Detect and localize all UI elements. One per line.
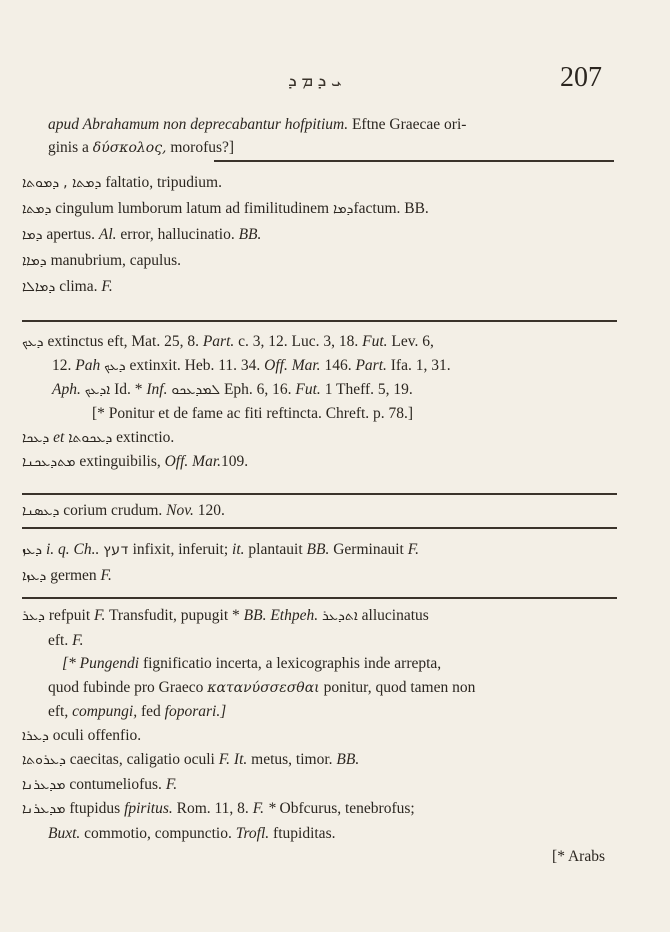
text-line: ginis a δύσκολος, morofus?] [48,139,235,156]
entry-line: ܡܬܕܥܟܢܐ extinguibilis, Off. Mar.109. [22,453,249,470]
entry-group-dek [22,330,617,474]
section-rule [22,597,617,599]
entry-line: ܕܡܐܠܐ clima. F. [22,278,113,295]
entry-line: ܕܥܪ refpuit F. Transfudit, pupugit * BB. Ethpeh. ܐܬܕܥܪ allucinatus [22,607,429,624]
entry-line: 12. Pah ܕܥܟ extinxit. Heb. 11. 34. Off. Mar. 146. Part. Ifa. 1, 31. [52,357,451,374]
catchword: [* Arabs [552,848,605,865]
footnote-line: quod fubinde pro Graeco κατανύσσεσθαι ponitur, quod tamen non [48,678,476,696]
section-rule [22,320,617,322]
entry-line: ܕܥܪܐ oculi offenfio. [22,726,142,744]
page-number: 207 [560,62,602,93]
entry-line: ܕܥܙܐ germen F. [22,567,112,584]
entry-line: ܕܡܬܐ cingulum lumborum latum ad fimilitudinem ܕܡܐfactum. BB. [22,200,429,217]
entry-line: eft. F. [48,631,84,649]
section-rule [214,160,614,162]
entry-group-dez [22,537,617,589]
entry-group-der [22,604,617,869]
footnote-line: [* Pungendi fignificatio incerta, a lexicographis inde arrepta, [62,655,442,672]
footnote-line: [* Ponitur et de fame ac fiti reftincta. Chreft. p. 78.] [92,405,414,422]
entry-group-desna [22,499,617,523]
section-rule [22,527,617,529]
entry-line: ܕܥܪܘܬܐ caecitas, caligatio oculi F. It. metus, timor. BB. [22,751,360,768]
entry-line: ܕܡܬܐ , ܕܡܘܬܐ faltatio, tripudium. [22,174,222,191]
entry-line: Aph. ܐܕܥܟ Id. * Inf. ܠܡܕܥܟܘ Eph. 6, 16. Fut. 1 Theff. 5, 19. [52,381,413,398]
entry-group-dmt [22,170,617,300]
section-rule [22,493,617,495]
entry-line: Buxt. commotio, compunctio. Trofl. ftupiditas. [48,824,336,842]
text-line: apud Abrahamum non deprecabantur hofpitium. Eftne Graecae ori- [48,116,467,133]
entry-line: ܕܡܐ apertus. Al. error, hallucinatio. BB. [22,226,262,243]
entry-line: ܡܕܥܪܢܐ ftupidus fpiritus. Rom. 11, 8. F. * Obfcurus, tenebrofus; [22,800,415,817]
entry-line: ܕܡܐܐ manubrium, capulus. [22,252,182,269]
entry-line: ܕܥܙ i. q. Ch.. דעץ infixit, inferuit; it. plantauit BB. Germinauit F. [22,541,420,558]
entry-line: ܕܥܟ extinctus eft, Mat. 25, 8. Part. c. 3, 12. Luc. 3, 18. Fut. Lev. 6, [22,333,434,350]
entry-continuation [22,113,617,160]
entry-line: ܕܥܣܢܐ corium crudum. Nov. 120. [22,502,225,519]
entry-line: ܡܕܥܪܢܐ contumeliofus. F. [22,775,178,793]
running-head: ܝ ܕ ܡ ܕ [288,70,342,90]
footnote-line: eft, compungi, fed foporari.] [48,703,227,720]
entry-line: ܕܥܟܐ et ܕܥܟܘܬܐ extinctio. [22,429,175,446]
